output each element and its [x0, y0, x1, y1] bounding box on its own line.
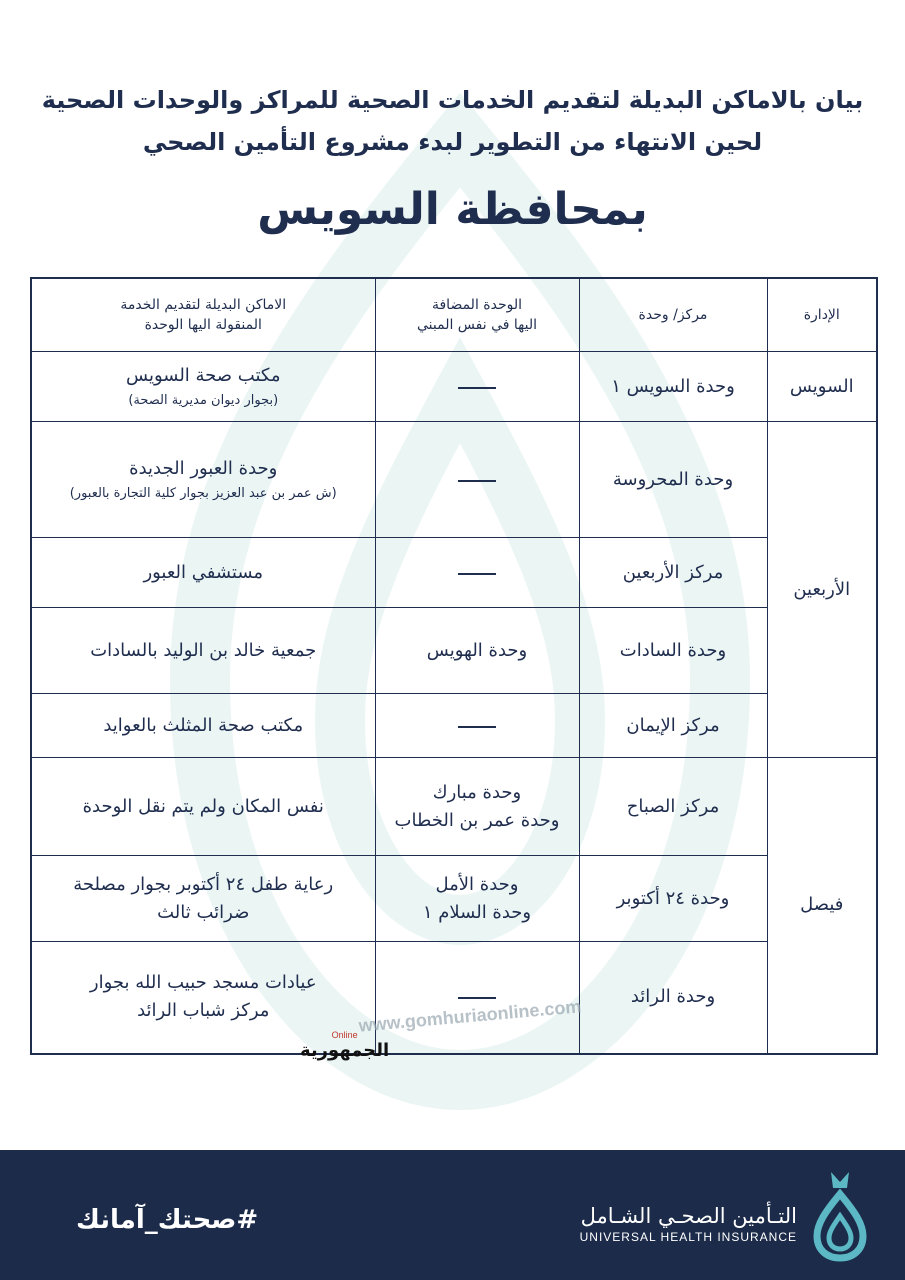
table-row: [31, 758, 877, 856]
admin-cell: فيصل: [767, 758, 877, 1054]
watermark-url: www.gomhuriaonline.com: [357, 996, 583, 1036]
added-unit-cell: وحدة الأمل وحدة السلام ١: [375, 856, 579, 942]
table-row: [31, 608, 877, 694]
alternative-cell: مستشفي العبور: [31, 538, 375, 608]
footer-brand: [580, 1202, 797, 1244]
footer-hashtag: #صحتك_آمانك: [76, 1205, 259, 1235]
added-unit-cell: [375, 694, 579, 758]
uhi-logo-icon: [807, 1164, 873, 1264]
title-line-1: بيان بالاماكن البديلة لتقديم الخدمات الصحية للمراكز والوحدات الصحية: [41, 86, 864, 114]
alternative-cell: عيادات مسجد حبيب الله بجوار مركز شباب الرائد: [31, 942, 375, 1054]
added-unit-cell: وحدة الهويس: [375, 608, 579, 694]
empty-dash: [458, 387, 496, 389]
center-cell: مركز الأربعين: [579, 538, 767, 608]
added-unit-cell: [375, 942, 579, 1054]
table-row: [31, 538, 877, 608]
added-unit-cell: [375, 422, 579, 538]
title-governorate: بمحافظة السويس: [257, 184, 648, 235]
alternative-cell: مكتب صحة المثلث بالعوايد: [31, 694, 375, 758]
header-added-unit: الوحدة المضافة اليها في نفس المبني: [375, 278, 579, 352]
empty-dash: [458, 726, 496, 728]
admin-cell: الأربعين: [767, 422, 877, 758]
alternative-cell: نفس المكان ولم يتم نقل الوحدة: [31, 758, 375, 856]
table-row: [31, 942, 877, 1054]
brand-name-english: UNIVERSAL HEALTH INSURANCE: [579, 1230, 797, 1244]
center-cell: مركز الإيمان: [579, 694, 767, 758]
brand-name-arabic: التـأمين الصحـي الشـامل: [580, 1204, 797, 1228]
watermark-logo-text: الجمهورية: [300, 1040, 390, 1061]
empty-dash: [458, 480, 496, 482]
gomhuria-watermark-logo: [300, 996, 583, 1061]
alternative-cell: رعاية طفل ٢٤ أكتوبر بجوار مصلحة ضرائب ثالث: [31, 856, 375, 942]
watermark-online-text: Online: [331, 1030, 358, 1040]
center-cell: وحدة المحروسة: [579, 422, 767, 538]
table-row: [31, 694, 877, 758]
center-cell: وحدة الرائد: [579, 942, 767, 1054]
alternative-cell: مكتب صحة السويس (بجوار ديوان مديرية الصحة): [31, 352, 375, 422]
center-cell: وحدة ٢٤ أكتوبر: [579, 856, 767, 942]
header-alternative-place: الاماكن البديلة لتقديم الخدمة المنقولة اليها الوحدة: [31, 278, 375, 352]
center-cell: وحدة السادات: [579, 608, 767, 694]
admin-cell: السويس: [767, 352, 877, 422]
document-header: [30, 80, 875, 240]
added-unit-cell: وحدة مبارك وحدة عمر بن الخطاب: [375, 758, 579, 856]
alternative-locations-table: [30, 277, 878, 1055]
table-row: [31, 352, 877, 422]
center-cell: مركز الصباح: [579, 758, 767, 856]
header-admin: الإدارة: [767, 278, 877, 352]
center-cell: وحدة السويس ١: [579, 352, 767, 422]
title-line-2: لحين الانتهاء من التطوير لبدء مشروع التأمين الصحي: [142, 128, 763, 156]
table-header-row: [31, 278, 877, 352]
header-center: مركز/ وحدة: [579, 278, 767, 352]
footer-bar: [0, 1150, 905, 1280]
empty-dash: [458, 997, 496, 999]
added-unit-cell: [375, 352, 579, 422]
empty-dash: [458, 573, 496, 575]
added-unit-cell: [375, 538, 579, 608]
table-row: [31, 422, 877, 538]
alternative-cell: وحدة العبور الجديدة (ش عمر بن عبد العزيز بجوار كلية التجارة بالعبور): [31, 422, 375, 538]
alternative-cell: جمعية خالد بن الوليد بالسادات: [31, 608, 375, 694]
table-row: [31, 856, 877, 942]
